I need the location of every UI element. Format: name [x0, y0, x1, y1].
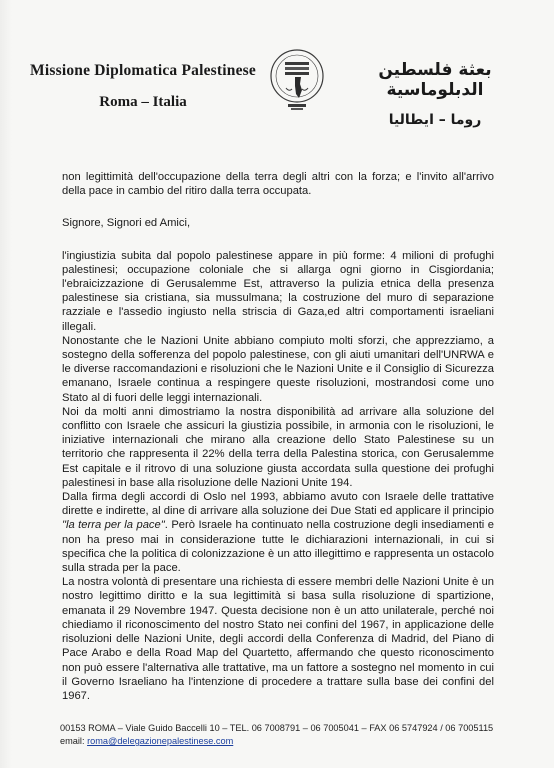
city-italian: Roma – Italia	[99, 94, 187, 110]
footer-address: 00153 ROMA – Viale Guido Baccelli 10 – TEL. 06 7008791 – 06 7005041 – FAX 06 5747924 / 06 7005115	[60, 723, 494, 733]
paragraph-united-nations: Nonostante che le Nazioni Unite abbiano compiuto molti sforzi, che apprezziamo, a sostegno della sofferenza del popolo palestinese, con gli aiuti umanitari dell'UNRWA e le diverse raccomandazioni e risoluzioni che le Nazioni Unite e il Consiglio di Sicurezza emanano, Israele continua a respingere queste risoluzioni, mostrandosi come uno Stato al di fuori delle leggi internazionali.	[62, 334, 494, 404]
paragraph-intro: non legittimità dell'occupazione della terra degli altri con la forza; e l'invito all'arrivo della pace in cambio del ritiro dalla terra occupata.	[62, 171, 494, 198]
plo-emblem-icon	[268, 44, 326, 122]
salutation: Signore, Signori ed Amici,	[62, 217, 191, 230]
letter-footer	[60, 722, 530, 748]
land-for-peace-quote: "la terra per la pace"	[62, 519, 165, 532]
paragraph-availability: Noi da molti anni dimostriamo la nostra disponibilità ad arrivare alla soluzione del conflitto con Israele che assicuri la giustizia possibile, in armonia con le risoluzioni, le iniziative internazionali che mirano alla creazione dello Stato Palestinese su un territorio che rappresenta il 22% della terra della Palestina storica, con Gerusalemme Est capitale e il ritrovo di una soluzione giusta accordata sulla questione dei profughi palestinesi in base alla risoluzione delle Nazioni Unite 194.	[62, 405, 494, 489]
paragraph-membership: La nostra volontà di presentare una richiesta di essere membri delle Nazioni Unite è un nostro legittimo diritto e la sua legittimità si basa sulla risoluzione di spartizione, emanata il 29 Novembre 1947. Questa decisione non è un atto unilaterale, perché noi chiediamo il riconoscimento del nostro Stato nei confini del 1967, in applicazione delle risoluzioni delle Nazioni Unite, degli accordi della Conferenza di Madrid, del Piano di Pace Arabo e della Road Map del Quartetto, affermando che questo riconoscimento non può essere l'alternativa alle trattative, ma un fattore a sostegno nel momento in cui il Governo Israeliano ha l'intenzione di procedere a trattare sulla base dei confini del 1967.	[62, 576, 494, 702]
org-name-italian: Missione Diplomatica Palestinese	[30, 62, 256, 79]
scan-edge-shadow	[0, 0, 12, 768]
oslo-text-end: . Però Israele ha continuato nella costruzione degli insediamenti e non ha preso mai in considerazione tutte le dichiarazioni internazionali, in cui si specifica che la politica di colonizzazione è un atto illegittimo e rappresenta un ostacolo sulla strada per la pace.	[62, 519, 494, 575]
oslo-text-start: Dalla firma degli accordi di Oslo nel 1993, abbiamo avuto con Israele delle trattative dirette e indirette, al dine di arrivare alla soluzione dei Due Stati ed applicare il principio	[62, 491, 494, 518]
org-name-arabic: بعثة فلسطين الدبلوماسية	[378, 60, 492, 100]
letter-body	[62, 170, 494, 703]
footer-email-line	[60, 735, 530, 748]
letterhead-left	[18, 62, 268, 111]
email-label: email:	[60, 736, 88, 746]
city-arabic: روما – ايطاليا	[388, 112, 482, 128]
paragraph-injustice: l'ingiustizia subita dal popolo palestinese appare in più forme: 4 milioni di profughi palestinesi; occupazione coloniale che si allarga ogni giorno in Cisgiordania; l'ebraicizzazione di Gerusalemme Est, attraverso la pulizia etnica della presenza palestinese sia cristiana, sia mussulmana; la costruzione del muro di separazione razziale e l'assedio ingiusto nella striscia di Gaza,ed altri comportamenti israeliani illegali.	[62, 249, 494, 333]
paragraph-oslo	[62, 490, 494, 575]
email-link[interactable]: roma@delegazionepalestinese.com	[87, 736, 234, 746]
letterhead-right	[330, 60, 540, 128]
